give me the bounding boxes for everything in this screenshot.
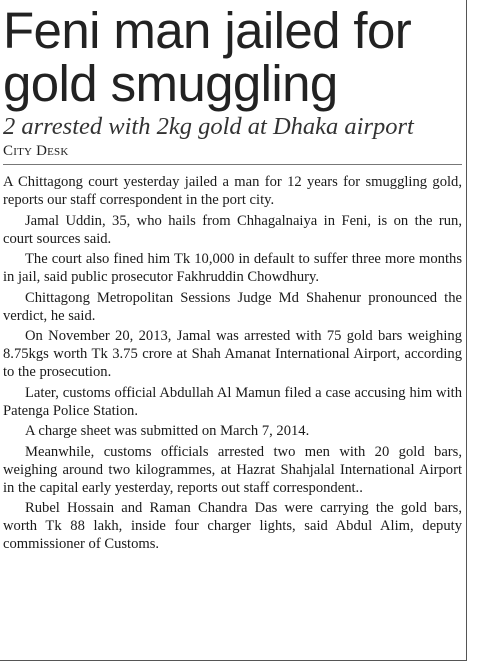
headline	[3, 4, 462, 110]
headline-line-1: Feni man jailed for	[3, 2, 412, 59]
column-rule-bottom	[0, 660, 467, 661]
paragraph-6: Later, customs official Abdullah Al Mamun filed a case accusing him with Patenga Police Station.	[3, 384, 462, 419]
paragraph-3: The court also fined him Tk 10,000 in default to suffer three more months in jail, said public prosecutor Fakhruddin Chowdhury.	[3, 251, 462, 285]
paragraph-5: On November 20, 2013, Jamal was arrested with 75 gold bars weighing 8.75kgs worth Tk 3.75 crore at Shah Amanat International Airport, according to the prosecution.	[3, 328, 462, 380]
paragraph-4: Chittagong Metropolitan Sessions Judge Md Shahenur pronounced the verdict, he said.	[3, 289, 462, 324]
article-body	[3, 173, 462, 553]
byline-divider	[3, 164, 462, 165]
subheadline: 2 arrested with 2kg gold at Dhaka airport	[3, 113, 414, 140]
paragraph-9: Rubel Hossain and Raman Chandra Das were carrying the gold bars, worth Tk 88 lakh, inside four charger lights, said Abdul Alim, deputy commissioner of Customs.	[3, 500, 462, 552]
paragraph-8: Meanwhile, customs officials arrested two men with 20 gold bars, weighing around two kilogrammes, at Hazrat Shahjalal International Airport in the capital early yesterday, reports out staff correspondent..	[3, 443, 462, 496]
paragraph-7: A charge sheet was submitted on March 7, 2014.	[25, 423, 310, 439]
paragraph-1: A Chittagong court yesterday jailed a man for 12 years for smuggling gold, reports our staff correspondent in the port city.	[3, 174, 462, 208]
byline: City Desk	[3, 143, 69, 159]
column-rule-right	[466, 0, 467, 660]
headline-line-2: gold smuggling	[3, 55, 338, 112]
paragraph-2: Jamal Uddin, 35, who hails from Chhagalnaiya in Feni, is on the run, court sources said.	[3, 212, 462, 247]
